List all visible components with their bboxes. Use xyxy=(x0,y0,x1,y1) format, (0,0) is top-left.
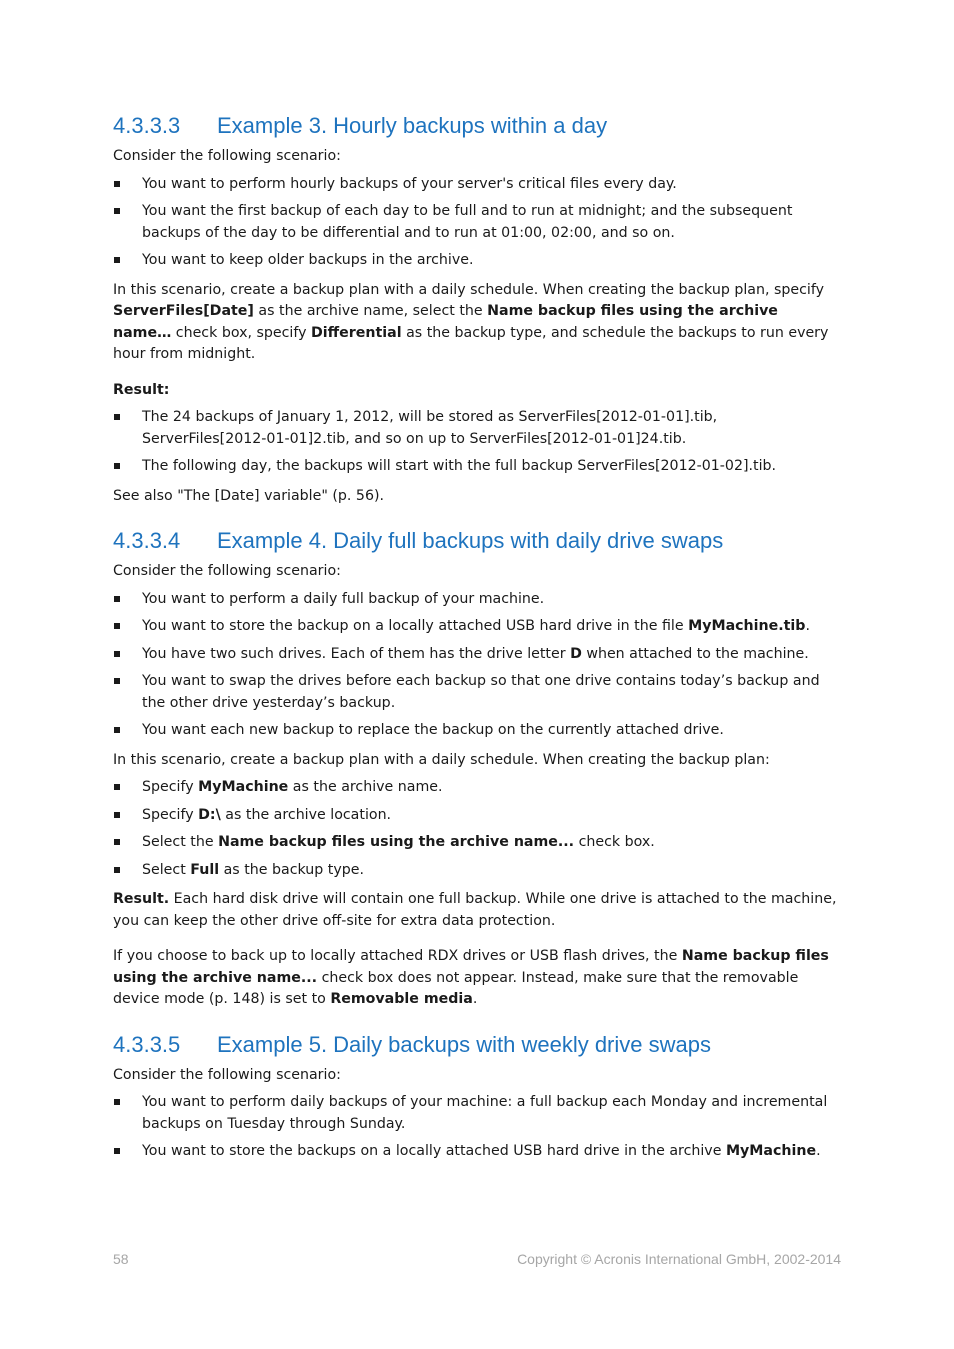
list-item: You want the first backup of each day to be full and to run at midnight; and the subsequent backups of the day to be differential and to run at 01:00, 02:00, and so on. xyxy=(113,201,841,244)
intro-text: Consider the following scenario: xyxy=(113,1066,341,1083)
section-heading-4334 xyxy=(113,525,841,557)
list-item: You want to store the backups on a locally attached USB hard drive in the archive MyMachine. xyxy=(113,1141,841,1163)
result-list xyxy=(113,407,841,478)
plan-intro-text: In this scenario, create a backup plan with a daily schedule. When creating the backup plan: xyxy=(113,751,770,768)
list-item: You want to store the backup on a locally attached USB hard drive in the file MyMachine.tib. xyxy=(113,616,841,638)
section-number: 4.3.3.3 xyxy=(113,113,181,138)
list-item: You want to perform a daily full backup of your machine. xyxy=(113,589,841,611)
section-title: Example 4. Daily full backups with daily drive swaps xyxy=(217,528,724,553)
list-item: You have two such drives. Each of them has the drive letter D when attached to the machine. xyxy=(113,644,841,666)
list-item: You want to keep older backups in the archive. xyxy=(113,250,841,272)
section-title: Example 3. Hourly backups within a day xyxy=(217,113,608,138)
page-number: 58 xyxy=(113,1251,129,1267)
list-item: The 24 backups of January 1, 2012, will be stored as ServerFiles[2012-01-01].tib, ServerFiles[2012-01-01]2.tib, and so on up to ServerFiles[2012-01-01]24.tib. xyxy=(113,407,841,450)
intro-text: Consider the following scenario: xyxy=(113,148,341,164)
copyright-text: Copyright © Acronis International GmbH, 2002-2014 xyxy=(517,1251,841,1267)
section-title: Example 5. Daily backups with weekly drive swaps xyxy=(217,1031,711,1057)
result-label: Result: xyxy=(113,381,170,398)
list-item: Specify MyMachine as the archive name. xyxy=(113,777,841,799)
list-item: The following day, the backups will start with the full backup ServerFiles[2012-01-02].tib. xyxy=(113,456,841,478)
section-heading-4335 xyxy=(113,1029,841,1061)
section-number: 4.3.3.4 xyxy=(113,528,181,553)
section-heading-4333 xyxy=(113,110,841,142)
list-item: You want to perform hourly backups of your server's critical files every day. xyxy=(113,174,841,196)
result-paragraph: Result. Each hard disk drive will contain one full backup. While one drive is attached to the machine, you can keep the other drive off-site for extra data protection. xyxy=(113,891,837,929)
list-item: Select Full as the backup type. xyxy=(113,860,841,882)
plan-steps-list xyxy=(113,777,841,881)
scenario-list xyxy=(113,174,841,272)
list-item: Select the Name backup files using the archive name... check box. xyxy=(113,832,841,854)
list-item: You want to perform daily backups of your machine: a full backup each Monday and incremental backups on Tuesday through Sunday. xyxy=(113,1092,841,1135)
see-also-link-text: See also "The [Date] variable" (p. 56). xyxy=(113,487,385,504)
list-item: You want to swap the drives before each backup so that one drive contains today’s backup and the other drive yesterday’s backup. xyxy=(113,671,841,714)
list-item: Specify D:\ as the archive location. xyxy=(113,805,841,827)
scenario-list xyxy=(113,1092,841,1163)
scenario-list xyxy=(113,589,841,742)
section-number: 4.3.3.5 xyxy=(113,1031,181,1057)
intro-text: Consider the following scenario: xyxy=(113,563,341,579)
document-page xyxy=(113,110,841,1163)
list-item: You want each new backup to replace the backup on the currently attached drive. xyxy=(113,720,841,742)
instruction-paragraph: In this scenario, create a backup plan with a daily schedule. When creating the backup plan, specify ServerFiles[Date] as the archive name, select the Name backup files using the archive name… check box, specify Differential as the backup type, and schedule the backups to run every hour from midnight. xyxy=(113,281,829,362)
rdx-note-paragraph: If you choose to back up to locally attached RDX drives or USB flash drives, the Name backup files using the archive name... check box does not appear. Instead, make sure that the removable device mode (p. 148) is set to Removable media. xyxy=(113,948,829,1007)
